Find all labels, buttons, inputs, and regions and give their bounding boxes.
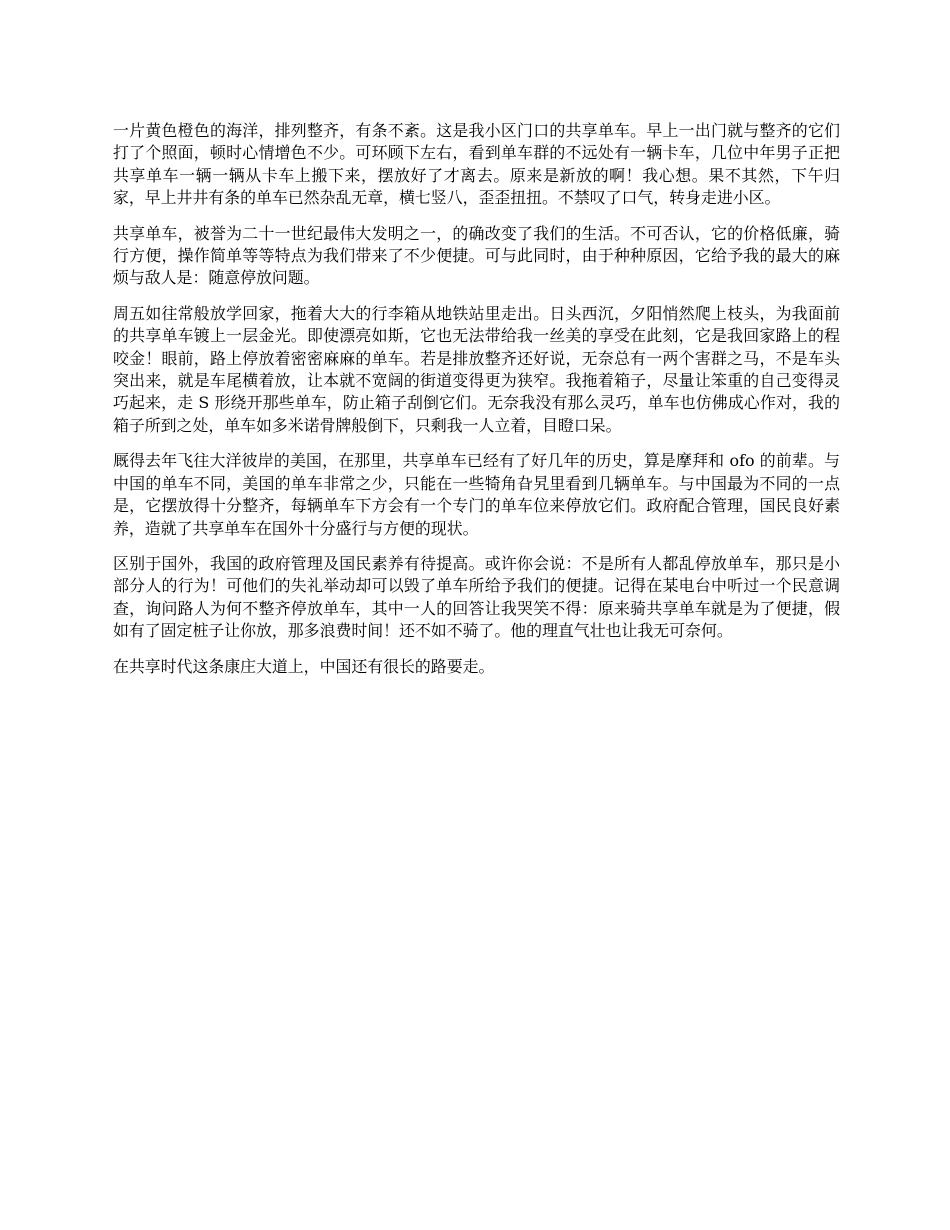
paragraph-6: 在共享时代这条康庄大道上，中国还有很长的路要走。 <box>113 656 495 676</box>
paragraph-4: 厩得去年飞往大洋彼岸的美国，在那里，共享单车已经有了好几年的历史，算是摩拜和 ofo 的前辈。与中国的单车不同，美国的单车非常之少，只能在一些犄角旮旯里看到几辆单车。与中国最为不同的一点是，它摆放得十分整齐，每辆单车下方会有一个专门的单车位来停放它们。政府配合管理，国民良好素养，造就了共享单车在国外十分盛行与方便的现状。 <box>113 451 840 538</box>
paragraph-5: 区别于国外，我国的政府管理及国民素养有待提高。或许你会说：不是所有人都乱停放单车，那只是小部分人的行为！可他们的失礼举动却可以毁了单车所给予我们的便捷。记得在某电台中听过一个民意调查，询问路人为何不整齐停放单车，其中一人的回答让我哭笑不得：原来骑共享单车就是为了便捷，假如有了固定桩子让你放，那多浪费时间！还不如不骑了。他的理直气壮也让我无可奈何。 <box>113 553 840 641</box>
paragraph-3: 周五如往常般放学回家，拖着大大的行李箱从地铁站里走出。日头西沉，夕阳悄然爬上枝头，为我面前的共享单车镀上一层金光。即使漂亮如斯，它也无法带给我一丝美的享受在此刻，它是我回家路上的程咬金！眼前，路上停放着密密麻麻的单车。若是排放整齐还好说，无奈总有一两个害群之马，不是车头突出来，就是车尾横着放，让本就不宽阔的街道变得更为狭窄。我拖着箱子，尽量让笨重的自己变得灵巧起来，走 S 形绕开那些单车，防止箱子刮倒它们。无奈我没有那么灵巧，单车也仿佛成心作对，我的箱子所到之处，单车如多米诺骨牌般倒下，只剩我一人立着，目瞪口呆。 <box>113 303 840 435</box>
paragraph-2: 共享单车，被誉为二十一世纪最伟大发明之一，的确改变了我们的生活。不可否认，它的价格低廉，骑行方便，操作简单等等特点为我们带来了不少便捷。可与此同时，由于种种原因，它给予我的最大的麻烦与敌人是：随意停放问题。 <box>113 223 840 288</box>
paragraph-1: 一片黄色橙色的海洋，排列整齐，有条不紊。这是我小区门口的共享单车。早上一出门就与整齐的它们打了个照面，顿时心情增色不少。可环顾下左右，看到单车群的不远处有一辆卡车，几位中年男子正把共享单车一辆一辆从卡车上搬下来，摆放好了才离去。原来是新放的啊！我心想。果不其然，下午归家，早上井井有条的单车已然杂乱无章，横七竖八，歪歪扭扭。不禁叹了口气，转身走进小区。 <box>113 121 840 208</box>
document-body <box>113 120 840 691</box>
